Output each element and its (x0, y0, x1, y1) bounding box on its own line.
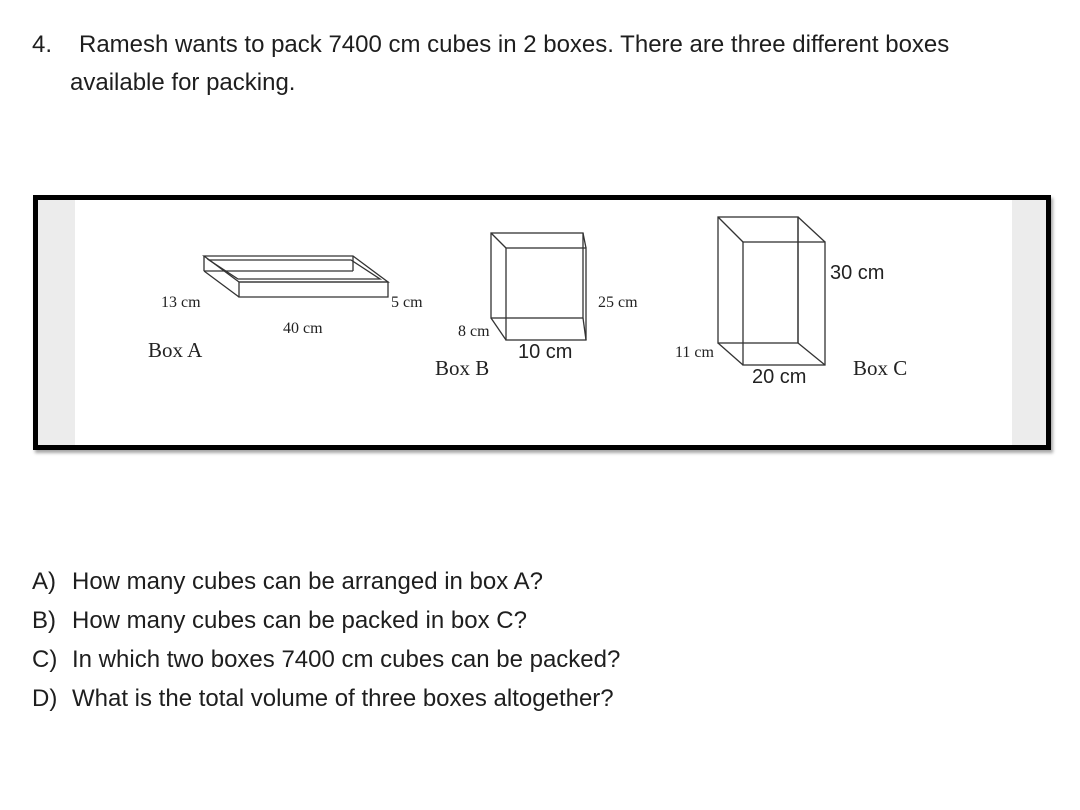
sub-question-text: How many cubes can be arranged in box A? (72, 568, 543, 595)
box-a-width-label: 5 cm (391, 294, 423, 311)
sub-question-text: What is the total volume of three boxes altogether? (72, 685, 614, 712)
box-a-name-label: Box A (148, 338, 203, 362)
box-a-height-label: 13 cm (161, 294, 201, 311)
sub-question-text: How many cubes can be packed in box C? (72, 607, 527, 634)
sub-question-letter: B) (32, 607, 56, 634)
question-text-line-1: Ramesh wants to pack 7400 cm cubes in 2 boxes. There are three different boxes (79, 31, 950, 58)
box-b-height-label: 25 cm (598, 294, 638, 311)
sub-question-letter: A) (32, 568, 56, 595)
box-c-drawing (718, 217, 825, 365)
box-b-name-label: Box B (435, 356, 490, 380)
sub-question-letter: D) (32, 685, 58, 712)
boxes-drawing (38, 200, 1046, 445)
question-number: 4. (32, 31, 53, 58)
sub-question-text: In which two boxes 7400 cm cubes can be packed? (72, 646, 621, 673)
boxes-figure (33, 195, 1051, 450)
sub-question-letter: C) (32, 646, 58, 673)
box-b-width-label: 10 cm (518, 341, 573, 363)
box-c-width-label: 20 cm (752, 366, 807, 388)
box-c-height-label: 30 cm (830, 262, 885, 284)
box-c-depth-label: 11 cm (675, 344, 714, 361)
box-b-drawing (491, 233, 586, 340)
box-a-drawing (204, 256, 388, 297)
question-text-line-2: available for packing. (70, 69, 296, 96)
box-c-name-label: Box C (853, 356, 908, 380)
box-b-depth-label: 8 cm (458, 323, 490, 340)
box-a-length-label: 40 cm (283, 320, 323, 337)
